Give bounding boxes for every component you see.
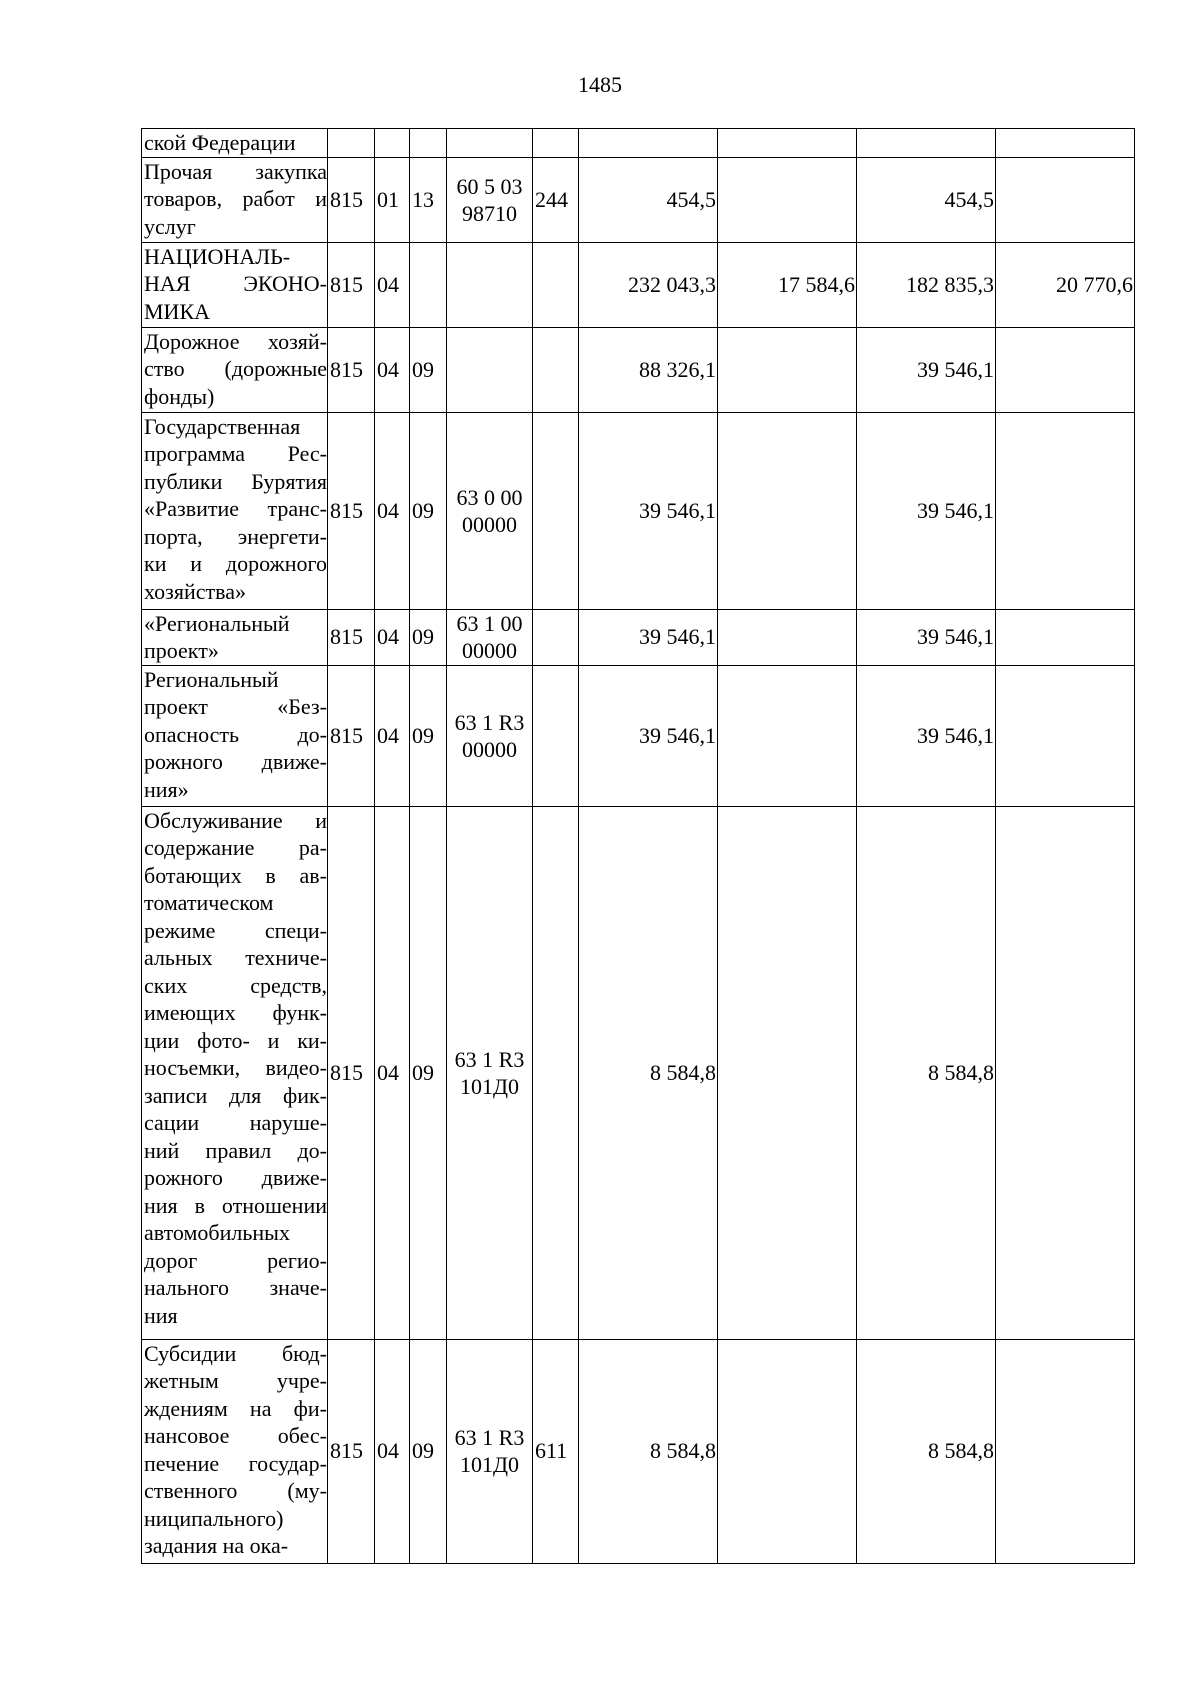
target-article-cell bbox=[447, 665, 533, 806]
row-name-line: задания на ока- bbox=[144, 1533, 289, 1558]
row-name-line: нансовое обес- bbox=[144, 1423, 327, 1448]
row-name-line: опасность до- bbox=[144, 721, 327, 747]
subsection-code-cell: 09 bbox=[410, 806, 447, 1339]
row-name-line: ской Федерации bbox=[144, 130, 296, 155]
row-name-line: «Развитие транс- bbox=[144, 496, 327, 521]
amount-total-cell: 8 584,8 bbox=[579, 806, 718, 1339]
subsection-code-cell: 09 bbox=[410, 665, 447, 806]
row-name-line: ство (дорожные bbox=[144, 356, 327, 381]
expense-type-cell bbox=[533, 412, 579, 609]
row-name-line: НАЯ ЭКОНО- bbox=[144, 271, 327, 296]
section-code-cell: 04 bbox=[375, 242, 410, 327]
row-name-line: томатическом bbox=[144, 890, 274, 915]
target-article-line: 63 0 00 bbox=[456, 484, 523, 510]
row-name-line: рожного движе- bbox=[144, 1165, 327, 1190]
target-article-cell bbox=[447, 157, 533, 242]
row-name-line: альных техниче- bbox=[144, 945, 327, 970]
amount-column-2-cell bbox=[718, 157, 857, 242]
target-article-line: 63 1 R3 bbox=[454, 1425, 525, 1450]
table-body bbox=[142, 129, 1135, 1564]
row-name-line: рожного движе- bbox=[144, 749, 327, 774]
section-code-cell: 04 bbox=[375, 327, 410, 412]
amount-column-3-cell: 8 584,8 bbox=[857, 806, 996, 1339]
amount-column-4-cell bbox=[996, 609, 1135, 665]
row-name-line: печение государ- bbox=[144, 1450, 327, 1476]
row-name-line: хозяйства» bbox=[144, 578, 246, 604]
table-row bbox=[142, 806, 1135, 1339]
row-name-line: порта, энергети- bbox=[144, 523, 327, 549]
expense-type-cell bbox=[533, 242, 579, 327]
amount-total-cell bbox=[579, 129, 718, 158]
ministry-code-cell: 815 bbox=[328, 1339, 375, 1563]
row-name-line: ции фото- и ки- bbox=[144, 1027, 327, 1053]
target-article-cell bbox=[447, 242, 533, 327]
subsection-code-cell: 09 bbox=[410, 609, 447, 665]
row-name-line: Субсидии бюд- bbox=[144, 1340, 327, 1366]
amount-column-4-cell: 20 770,6 bbox=[996, 242, 1135, 327]
row-name-cell bbox=[142, 129, 328, 158]
subsection-code-cell: 09 bbox=[410, 1339, 447, 1563]
budget-table bbox=[141, 128, 1135, 1564]
row-name-line: ботающих в ав- bbox=[144, 862, 327, 888]
row-name-line: фонды) bbox=[144, 383, 215, 409]
ministry-code-cell: 815 bbox=[328, 412, 375, 609]
target-article-cell bbox=[447, 609, 533, 665]
expense-type-cell bbox=[533, 327, 579, 412]
row-name-line: дорог регио- bbox=[144, 1247, 327, 1273]
row-name-line: Дорожное хозяй- bbox=[144, 328, 327, 354]
table-row bbox=[142, 242, 1135, 327]
row-name-line: носъемки, видео- bbox=[144, 1055, 327, 1080]
section-code-cell: 04 bbox=[375, 1339, 410, 1563]
table-row bbox=[142, 412, 1135, 609]
section-code-cell: 04 bbox=[375, 665, 410, 806]
row-name-line: проект» bbox=[144, 638, 219, 663]
amount-column-4-cell bbox=[996, 1339, 1135, 1563]
target-article-line: 63 1 R3 bbox=[454, 1046, 525, 1072]
target-article-line: 101Д0 bbox=[459, 1073, 519, 1099]
row-name-line: НАЦИОНАЛЬ- bbox=[144, 243, 291, 269]
ministry-code-cell bbox=[328, 129, 375, 158]
target-article-line: 00000 bbox=[462, 511, 517, 537]
ministry-code-cell: 815 bbox=[328, 157, 375, 242]
row-name-cell bbox=[142, 806, 328, 1339]
expense-type-cell: 244 bbox=[533, 157, 579, 242]
row-name-cell bbox=[142, 242, 328, 327]
amount-total-cell: 39 546,1 bbox=[579, 665, 718, 806]
table-row bbox=[142, 609, 1135, 665]
amount-column-2-cell bbox=[718, 609, 857, 665]
amount-total-cell: 39 546,1 bbox=[579, 412, 718, 609]
amount-column-2-cell: 17 584,6 bbox=[718, 242, 857, 327]
amount-column-4-cell bbox=[996, 665, 1135, 806]
amount-column-3-cell: 39 546,1 bbox=[857, 412, 996, 609]
row-name-line: ний правил до- bbox=[144, 1137, 327, 1163]
amount-column-4-cell bbox=[996, 412, 1135, 609]
section-code-cell: 04 bbox=[375, 806, 410, 1339]
target-article-line: 63 1 00 bbox=[456, 611, 523, 636]
row-name-cell bbox=[142, 1339, 328, 1563]
row-name-line: МИКА bbox=[144, 298, 211, 324]
row-name-line: Прочая закупка bbox=[144, 158, 327, 184]
row-name-line: содержание ра- bbox=[144, 835, 327, 860]
amount-column-2-cell bbox=[718, 129, 857, 158]
expense-type-cell bbox=[533, 609, 579, 665]
amount-total-cell: 39 546,1 bbox=[579, 609, 718, 665]
amount-column-3-cell: 182 835,3 bbox=[857, 242, 996, 327]
amount-total-cell: 232 043,3 bbox=[579, 242, 718, 327]
row-name-cell bbox=[142, 327, 328, 412]
target-article-line: 00000 bbox=[462, 736, 517, 762]
target-article-cell bbox=[447, 412, 533, 609]
target-article-line: 00000 bbox=[462, 638, 517, 663]
row-name-line: ния bbox=[144, 1302, 178, 1328]
row-name-line: ниципального) bbox=[144, 1505, 284, 1531]
row-name-line: режиме специ- bbox=[144, 917, 327, 943]
row-name-line: нального значе- bbox=[144, 1275, 327, 1300]
row-name-line: товаров, работ и bbox=[144, 186, 327, 211]
target-article-line: 60 5 03 bbox=[456, 173, 523, 199]
section-code-cell: 01 bbox=[375, 157, 410, 242]
row-name-line: проект «Без- bbox=[144, 694, 327, 719]
amount-column-3-cell: 454,5 bbox=[857, 157, 996, 242]
row-name-cell bbox=[142, 665, 328, 806]
table-row bbox=[142, 157, 1135, 242]
amount-column-4-cell bbox=[996, 129, 1135, 158]
row-name-cell bbox=[142, 609, 328, 665]
table-row bbox=[142, 327, 1135, 412]
row-name-line: ждениям на фи- bbox=[144, 1395, 327, 1421]
amount-column-3-cell: 39 546,1 bbox=[857, 327, 996, 412]
subsection-code-cell: 09 bbox=[410, 327, 447, 412]
subsection-code-cell: 13 bbox=[410, 157, 447, 242]
ministry-code-cell: 815 bbox=[328, 242, 375, 327]
amount-column-3-cell: 39 546,1 bbox=[857, 665, 996, 806]
subsection-code-cell bbox=[410, 242, 447, 327]
target-article-cell bbox=[447, 1339, 533, 1563]
subsection-code-cell bbox=[410, 129, 447, 158]
expense-type-cell bbox=[533, 129, 579, 158]
ministry-code-cell: 815 bbox=[328, 609, 375, 665]
row-name-line: Региональный bbox=[144, 666, 279, 692]
row-name-line: услуг bbox=[144, 213, 196, 239]
amount-total-cell: 8 584,8 bbox=[579, 1339, 718, 1563]
table-row bbox=[142, 665, 1135, 806]
expense-type-cell bbox=[533, 665, 579, 806]
amount-column-3-cell: 8 584,8 bbox=[857, 1339, 996, 1563]
section-code-cell bbox=[375, 129, 410, 158]
amount-column-3-cell: 39 546,1 bbox=[857, 609, 996, 665]
row-name-line: ния в отношении bbox=[144, 1192, 327, 1218]
page-number: 1485 bbox=[578, 72, 622, 97]
amount-column-2-cell bbox=[718, 1339, 857, 1563]
row-name-line: ния» bbox=[144, 776, 189, 802]
amount-total-cell: 88 326,1 bbox=[579, 327, 718, 412]
expense-type-cell: 611 bbox=[533, 1339, 579, 1563]
amount-column-2-cell bbox=[718, 327, 857, 412]
ministry-code-cell: 815 bbox=[328, 806, 375, 1339]
amount-column-2-cell bbox=[718, 806, 857, 1339]
target-article-cell bbox=[447, 327, 533, 412]
amount-column-2-cell bbox=[718, 412, 857, 609]
amount-column-4-cell bbox=[996, 327, 1135, 412]
subsection-code-cell: 09 bbox=[410, 412, 447, 609]
row-name-line: Обслуживание и bbox=[144, 807, 327, 833]
row-name-line: программа Рес- bbox=[144, 441, 327, 466]
row-name-cell bbox=[142, 412, 328, 609]
row-name-line: ственного (му- bbox=[144, 1478, 327, 1503]
row-name-line: записи для фик- bbox=[144, 1082, 327, 1108]
amount-column-4-cell bbox=[996, 157, 1135, 242]
row-name-line: сации наруше- bbox=[144, 1110, 327, 1135]
table-row bbox=[142, 1339, 1135, 1563]
target-article-cell bbox=[447, 806, 533, 1339]
amount-total-cell: 454,5 bbox=[579, 157, 718, 242]
row-name-line: «Региональный bbox=[144, 610, 290, 636]
table-row bbox=[142, 129, 1135, 158]
amount-column-3-cell bbox=[857, 129, 996, 158]
row-name-line: ских средств, bbox=[144, 972, 327, 998]
ministry-code-cell: 815 bbox=[328, 665, 375, 806]
amount-column-4-cell bbox=[996, 806, 1135, 1339]
row-name-line: Государственная bbox=[144, 413, 301, 439]
row-name-line: автомобильных bbox=[144, 1220, 290, 1245]
row-name-line: публики Бурятия bbox=[144, 468, 327, 494]
row-name-cell bbox=[142, 157, 328, 242]
expense-type-cell bbox=[533, 806, 579, 1339]
target-article-line: 101Д0 bbox=[459, 1452, 519, 1477]
amount-column-2-cell bbox=[718, 665, 857, 806]
section-code-cell: 04 bbox=[375, 412, 410, 609]
target-article-line: 98710 bbox=[462, 200, 517, 226]
ministry-code-cell: 815 bbox=[328, 327, 375, 412]
row-name-line: жетным учре- bbox=[144, 1368, 327, 1393]
row-name-line: ки и дорожного bbox=[144, 551, 327, 576]
target-article-cell bbox=[447, 129, 533, 158]
row-name-line: имеющих функ- bbox=[144, 1000, 327, 1025]
section-code-cell: 04 bbox=[375, 609, 410, 665]
target-article-line: 63 1 R3 bbox=[454, 709, 525, 735]
